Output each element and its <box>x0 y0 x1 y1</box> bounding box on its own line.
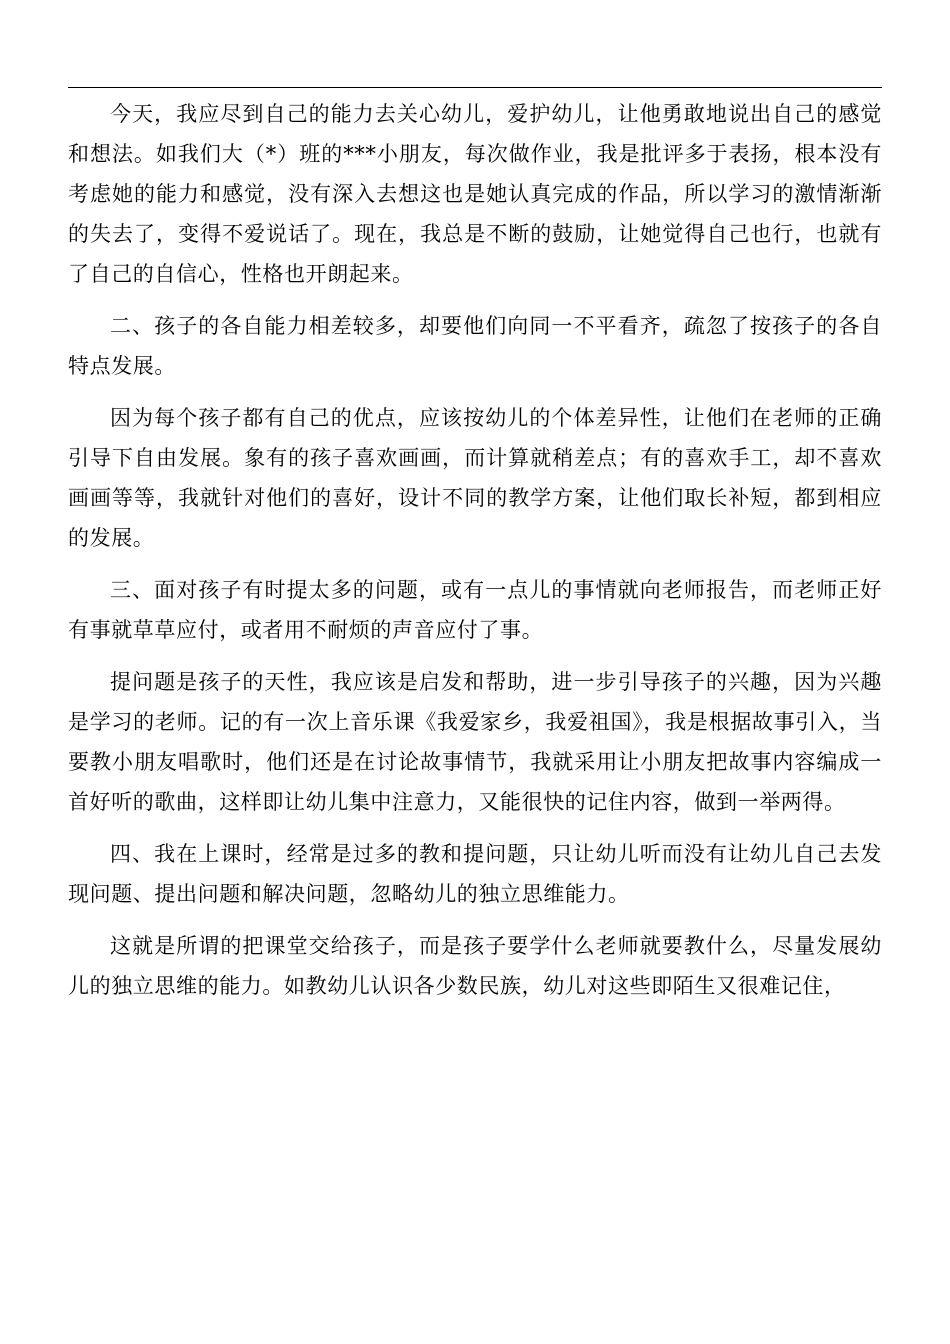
paragraph-3: 因为每个孩子都有自己的优点，应该按幼儿的个体差异性，让他们在老师的正确引导下自由发展。象有的孩子喜欢画画，而计算就稍差点；有的喜欢手工，却不喜欢画画等等，我就针对他们的喜好，设计不同的教学方案，让他们取长补短，都到相应的发展。 <box>68 406 882 550</box>
paragraph-5: 提问题是孩子的天性，我应该是启发和帮助，进一步引导孩子的兴趣，因为兴趣是学习的老师。记的有一次上音乐课《我爱家乡，我爱祖国》，我是根据故事引入，当要教小朋友唱歌时，他们还是在讨论故事情节，我就采用让小朋友把故事内容编成一首好听的歌曲，这样即让幼儿集中注意力，又能很快的记住内容，做到一举两得。 <box>68 670 882 814</box>
paragraph-7: 这就是所谓的把课堂交给孩子，而是孩子要学什么老师就要教什么，尽量发展幼儿的独立思维的能力。如教幼儿认识各少数民族，幼儿对这些即陌生又很难记住， <box>68 934 882 998</box>
paragraph-2: 二、孩子的各自能力相差较多，却要他们向同一不平看齐，疏忽了按孩子的各自特点发展。 <box>68 314 882 378</box>
paragraph-1: 今天，我应尽到自己的能力去关心幼儿，爱护幼儿，让他勇敢地说出自己的感觉和想法。如我们大（*）班的***小朋友，每次做作业，我是批评多于表扬，根本没有考虑她的能力和感觉，没有深入去想这也是她认真完成的作品，所以学习的激情渐渐的失去了，变得不爱说话了。现在，我总是不断的鼓励，让她觉得自己也行，也就有了自己的自信心，性格也开朗起来。 <box>68 102 882 286</box>
header-rule <box>68 87 882 88</box>
paragraph-6: 四、我在上课时，经常是过多的教和提问题，只让幼儿听而没有让幼儿自己去发现问题、提出问题和解决问题，忽略幼儿的独立思维能力。 <box>68 842 882 906</box>
body-text <box>68 94 882 1018</box>
paragraph-4: 三、面对孩子有时提太多的问题，或有一点儿的事情就向老师报告，而老师正好有事就草草应付，或者用不耐烦的声音应付了事。 <box>68 578 882 642</box>
